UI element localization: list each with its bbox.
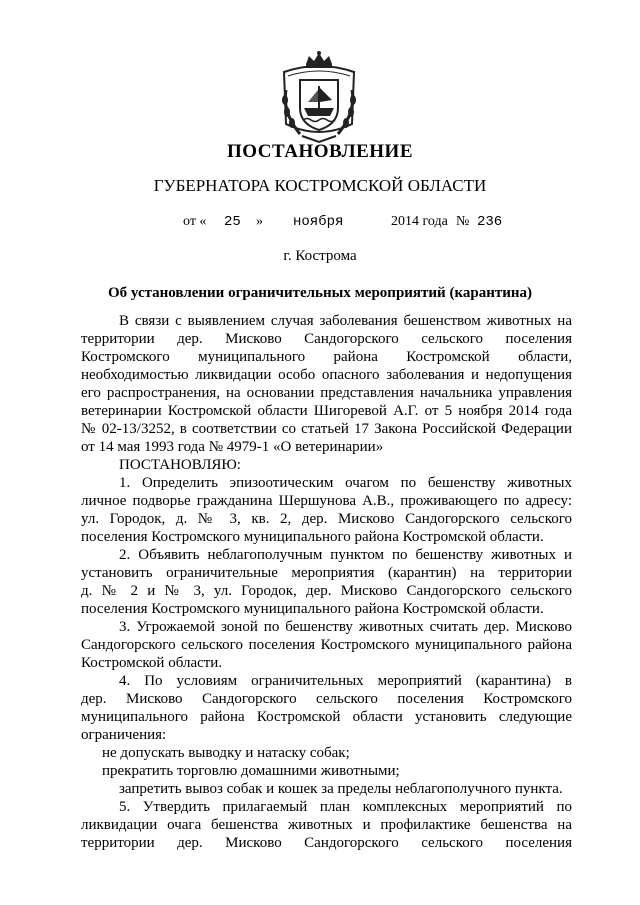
resolve-line: ПОСТАНОВЛЯЮ: xyxy=(119,457,241,473)
body-line: от 14 мая 1993 года № 4979-1 «О ветеринарии» xyxy=(81,439,384,455)
body-line: д. № 2 и № 3, ул. Городок, дер. Мисково Сандогорского сельского xyxy=(81,583,572,599)
body-line: поселения Костромского муниципального района Костромской области. xyxy=(81,529,544,545)
number-sign: № xyxy=(456,214,470,229)
body-line: не допускать выводку и натаску собак; xyxy=(102,745,350,761)
body-line: необходимостью ликвидации особо опасного заболевания и недопущения xyxy=(81,367,572,383)
body-line: 4. По условиям ограничительных мероприятий (карантина) в xyxy=(119,673,572,689)
date-month: ноября xyxy=(293,214,344,230)
body-line: ул. Городок, д. № 3, кв. 2, дер. Мисково Сандогорского сельского xyxy=(81,511,572,527)
body-line: территории дер. Мисково Сандогорского сельского поселения xyxy=(81,331,572,347)
body-line: ветеринарии Костромской области Шигоревой А.Г. от 5 ноября 2014 года xyxy=(81,403,572,419)
date-close-quote: » xyxy=(256,214,263,229)
body-line: Костромского муниципального района Костромской области, xyxy=(81,349,572,365)
body-line: территории дер. Мисково Сандогорского сельского поселения xyxy=(81,835,572,851)
body-line: 3. Угрожаемой зоной по бешенству животных считать дер. Мисково xyxy=(119,619,572,635)
body-line: 2. Объявить неблагополучным пунктом по бешенству животных и xyxy=(119,547,572,563)
body-line: Костромской области. xyxy=(81,655,223,671)
body-line: дер. Мисково Сандогорского сельского поселения Костромского xyxy=(81,691,572,707)
body-line: установить ограничительные мероприятия (карантин) на территории xyxy=(81,565,572,581)
body-line: личное подворье гражданина Шершунова А.В., проживающего по адресу: xyxy=(81,493,572,509)
body-line: № 02-13/3252, в соответствии со статьей 17 Закона Российской Федерации xyxy=(81,421,572,437)
issuer-line: ГУБЕРНАТОРА КОСТРОМСКОЙ ОБЛАСТИ xyxy=(153,176,487,195)
body-line: 5. Утвердить прилагаемый план комплексных мероприятий по xyxy=(119,799,572,815)
date-year: 2014 года xyxy=(391,214,448,229)
body-line: муниципального района Костромской области установить следующие xyxy=(81,709,572,725)
kostroma-coat-of-arms-icon xyxy=(276,50,362,146)
body-line: ограничения: xyxy=(81,727,167,743)
body-line: прекратить торговлю домашними животными; xyxy=(102,763,400,779)
body-line: ликвидации очага бешенства животных и профилактике бешенства на xyxy=(81,817,572,833)
body-line: Сандогорского сельского поселения Костромского муниципального района xyxy=(81,637,572,653)
body-line: 1. Определить эпизоотическим очагом по бешенству животных xyxy=(119,475,572,491)
document-heading: Об установлении ограничительных мероприятий (карантина) xyxy=(107,285,532,301)
document-body xyxy=(81,312,572,852)
date-prefix: от « xyxy=(183,214,207,229)
date-day: 25 xyxy=(224,214,241,230)
body-line: его распространения, на основании представления начальника управления xyxy=(81,385,572,401)
date-line xyxy=(0,214,640,234)
body-line: запретить вывоз собак и кошек за пределы неблагополучного пункта. xyxy=(119,781,563,797)
document-title: ПОСТАНОВЛЕНИЕ xyxy=(226,141,414,162)
city-line: г. Кострома xyxy=(283,248,357,264)
body-line: поселения Костромского муниципального района Костромской области. xyxy=(81,601,544,617)
body-line: В связи с выявлением случая заболевания бешенством животных на xyxy=(119,313,572,329)
document-number: 236 xyxy=(477,214,503,230)
